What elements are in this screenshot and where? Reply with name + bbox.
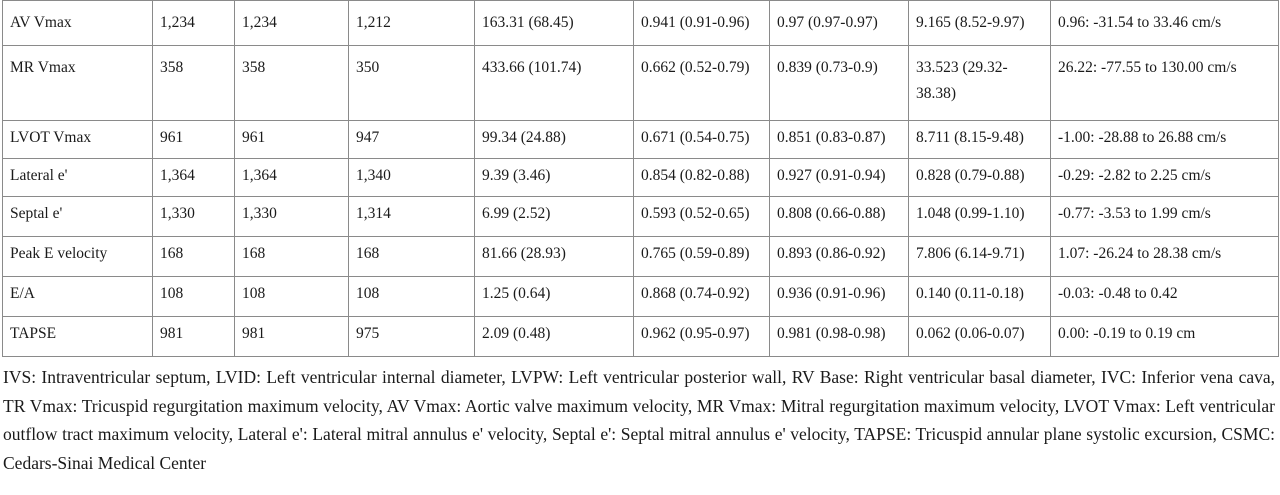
cell-interval: 0.981 (0.98-0.98): [770, 317, 909, 357]
cell-interval: 0.851 (0.83-0.87): [770, 121, 909, 159]
cell-count: 358: [235, 46, 349, 121]
cell-interval: 0.140 (0.11-0.18): [909, 277, 1051, 317]
table-row: [3, 159, 1279, 197]
cell-count: 1,364: [235, 159, 349, 197]
cell-measurement: E/A: [3, 277, 153, 317]
cell-bias-limits: 0.00: -0.19 to 0.19 cm: [1051, 317, 1279, 357]
table-row: [3, 1, 1279, 46]
cell-mean-sd: 163.31 (68.45): [475, 1, 634, 46]
cell-interval: 0.839 (0.73-0.9): [770, 46, 909, 121]
table-row: [3, 46, 1279, 121]
cell-measurement: MR Vmax: [3, 46, 153, 121]
cell-count: 168: [235, 237, 349, 277]
table-row: [3, 197, 1279, 237]
cell-count: 108: [235, 277, 349, 317]
cell-interval: 0.936 (0.91-0.96): [770, 277, 909, 317]
cell-interval: 0.962 (0.95-0.97): [634, 317, 770, 357]
cell-measurement: Lateral e': [3, 159, 153, 197]
cell-bias-limits: 26.22: -77.55 to 130.00 cm/s: [1051, 46, 1279, 121]
cell-interval: 7.806 (6.14-9.71): [909, 237, 1051, 277]
cell-interval: 0.593 (0.52-0.65): [634, 197, 770, 237]
table-row: [3, 237, 1279, 277]
cell-bias-limits: 0.96: -31.54 to 33.46 cm/s: [1051, 1, 1279, 46]
cell-interval: 1.048 (0.99-1.10): [909, 197, 1051, 237]
cell-interval: 0.927 (0.91-0.94): [770, 159, 909, 197]
cell-measurement: AV Vmax: [3, 1, 153, 46]
cell-count: 1,364: [153, 159, 235, 197]
cell-count: 1,330: [235, 197, 349, 237]
table-row: [3, 317, 1279, 357]
cell-count: 168: [153, 237, 235, 277]
cell-measurement: Peak E velocity: [3, 237, 153, 277]
cell-mean-sd: 1.25 (0.64): [475, 277, 634, 317]
cell-interval: 9.165 (8.52-9.97): [909, 1, 1051, 46]
cell-mean-sd: 9.39 (3.46): [475, 159, 634, 197]
cell-count: 981: [153, 317, 235, 357]
cell-interval: 0.671 (0.54-0.75): [634, 121, 770, 159]
cell-interval: 0.808 (0.66-0.88): [770, 197, 909, 237]
cell-bias-limits: -0.29: -2.82 to 2.25 cm/s: [1051, 159, 1279, 197]
cell-count: 981: [235, 317, 349, 357]
cell-interval: 0.828 (0.79-0.88): [909, 159, 1051, 197]
cell-count: 108: [153, 277, 235, 317]
cell-measurement: LVOT Vmax: [3, 121, 153, 159]
cell-count: 1,340: [349, 159, 475, 197]
cell-count: 961: [235, 121, 349, 159]
cell-interval: 0.062 (0.06-0.07): [909, 317, 1051, 357]
cell-interval: 0.893 (0.86-0.92): [770, 237, 909, 277]
cell-bias-limits: -1.00: -28.88 to 26.88 cm/s: [1051, 121, 1279, 159]
cell-count: 350: [349, 46, 475, 121]
cell-mean-sd: 6.99 (2.52): [475, 197, 634, 237]
cell-interval: 8.711 (8.15-9.48): [909, 121, 1051, 159]
cell-count: 975: [349, 317, 475, 357]
cell-count: 1,212: [349, 1, 475, 46]
cell-count: 1,330: [153, 197, 235, 237]
cell-interval: 0.97 (0.97-0.97): [770, 1, 909, 46]
cell-count: 168: [349, 237, 475, 277]
cell-bias-limits: -0.77: -3.53 to 1.99 cm/s: [1051, 197, 1279, 237]
table-row: [3, 277, 1279, 317]
cell-count: 108: [349, 277, 475, 317]
cell-count: 1,234: [235, 1, 349, 46]
cell-interval: 0.662 (0.52-0.79): [634, 46, 770, 121]
cell-mean-sd: 81.66 (28.93): [475, 237, 634, 277]
cell-measurement: TAPSE: [3, 317, 153, 357]
cell-measurement: Septal e': [3, 197, 153, 237]
cell-bias-limits: -0.03: -0.48 to 0.42: [1051, 277, 1279, 317]
cell-count: 358: [153, 46, 235, 121]
cell-interval: 0.765 (0.59-0.89): [634, 237, 770, 277]
cell-mean-sd: 99.34 (24.88): [475, 121, 634, 159]
cell-interval: 0.854 (0.82-0.88): [634, 159, 770, 197]
table-footnote: IVS: Intraventricular septum, LVID: Left ventricular internal diameter, LVPW: Left ventricular posterior wall, RV Base: Right ventricular basal diameter, IVC: Inferior vena cava, TR Vmax: Tricuspid regurgitation maximum velocity, AV Vmax: Aortic valve maximum velocity, MR Vmax: Mitral regurgitation maximum velocity, LVOT Vmax: Left ventricular outflow tract maximum velocity, Lateral e': Lateral mitral annulus e' velocity, Septal e': Septal mitral annulus e' velocity, TAPSE: Tricuspid annular plane systolic excursion, CSMC: Cedars-Sinai Medical Center: [3, 367, 1275, 473]
cell-count: 961: [153, 121, 235, 159]
cell-interval: 0.941 (0.91-0.96): [634, 1, 770, 46]
cell-interval: 33.523 (29.32-38.38): [909, 46, 1051, 121]
cell-count: 1,234: [153, 1, 235, 46]
table-row: [3, 121, 1279, 159]
results-table: [2, 0, 1279, 357]
cell-bias-limits: 1.07: -26.24 to 28.38 cm/s: [1051, 237, 1279, 277]
cell-count: 947: [349, 121, 475, 159]
cell-mean-sd: 433.66 (101.74): [475, 46, 634, 121]
cell-mean-sd: 2.09 (0.48): [475, 317, 634, 357]
cell-interval: 0.868 (0.74-0.92): [634, 277, 770, 317]
cell-count: 1,314: [349, 197, 475, 237]
